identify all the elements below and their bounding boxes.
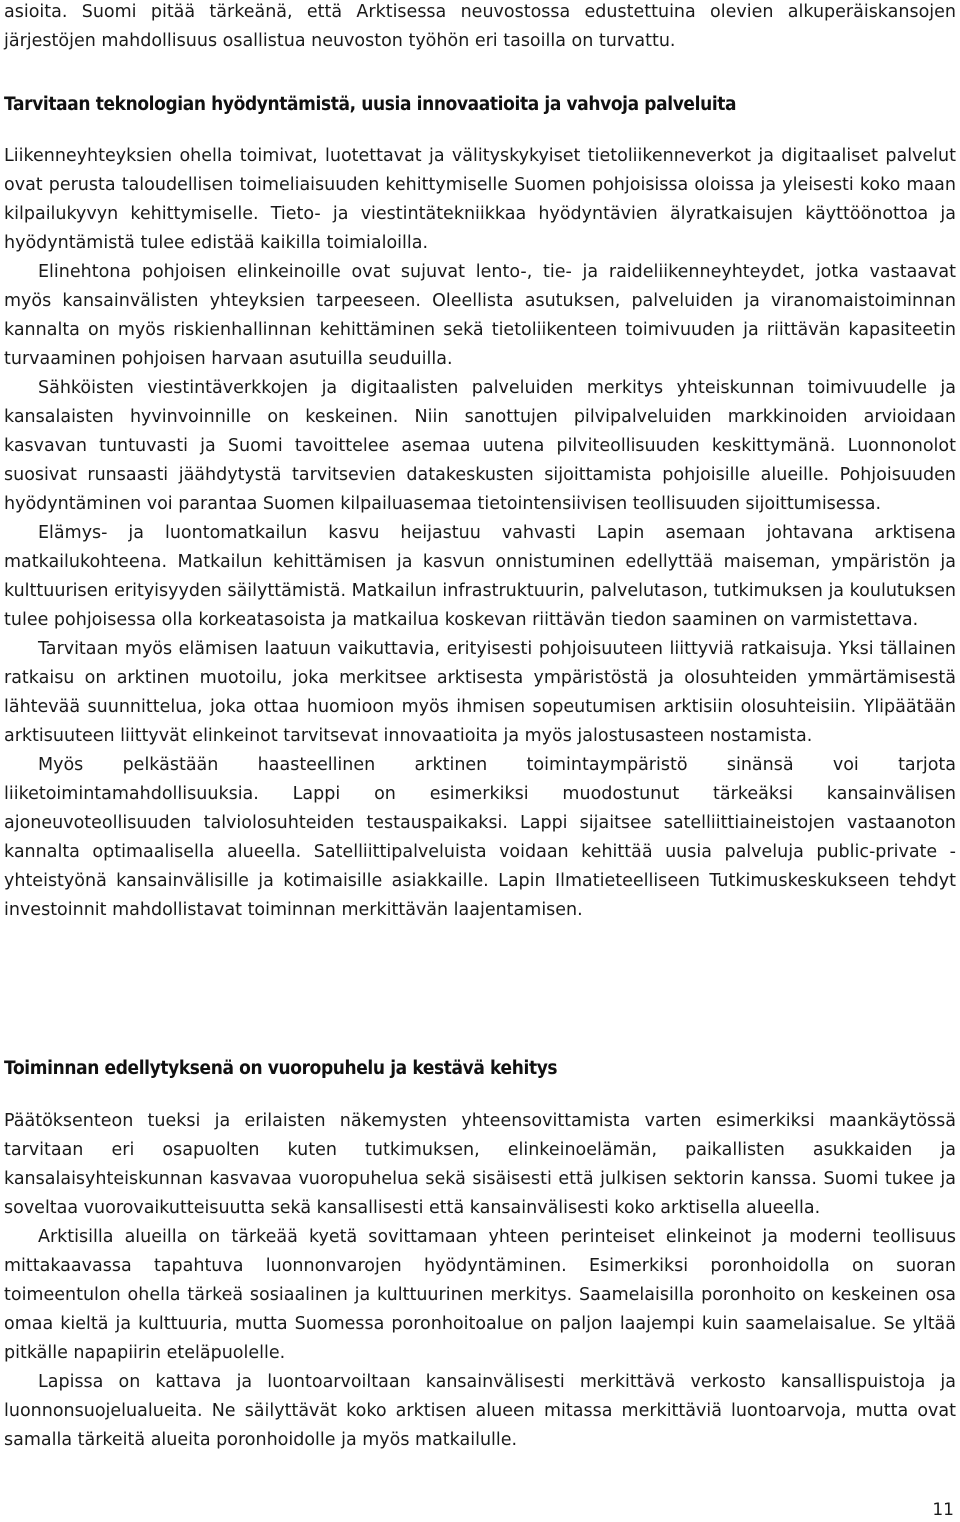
section-2-paragraph: Lapissa on kattava ja luontoarvoiltaan kansainvälisesti merkittävä verkosto kansallispuistoja ja luonnonsuojelualueita. Ne säilyttävät koko arktisen alueen mitassa merkittäviä luontoarvoja, mutta ovat samalla tärkeitä alueita poronhoidolle ja myös matkailulle. <box>4 1372 956 1450</box>
section-1-paragraph: Tarvitaan myös elämisen laatuun vaikuttavia, erityisesti pohjoisuuteen liittyviä ratkaisuja. Yksi tällainen ratkaisu on arktinen muotoilu, joka merkitsee arktisesta ympäristöstä ja olosuhteiden ymmärtämisestä lähtevää suunnittelua, joka ottaa huomioon myös ihmisen sopeutumisen arktisiin olosuhteisiin. Ylipäätään arktisuuteen liittyvät elinkeinot tarvitsevat innovaatioita ja myös jalostusasteen nostamista. <box>4 639 956 746</box>
section-1-paragraph: Myös pelkästään haasteellinen arktinen toimintaympäristö sinänsä voi tarjota liiketoimintamahdollisuuksia. Lappi on esimerkiksi muodostunut tärkeäksi kansainvälisen ajoneuvoteollisuuden talviolosuhteiden testauspaikaksi. Lappi sijaitsee satelliittiaineistojen vastaanoton kannalta optimaalisella alueella. Satelliittipalveluista voidaan kehittää uusia palveluja public-private -yhteistyönä kansainvälisille ja kotimaisille asiakkaille. Lapin Ilmatieteelliseen Tutkimuskeskukseen tehdyt investoinnit mahdollistavat toiminnan merkittävän laajentamisen. <box>4 755 956 920</box>
section-2-paragraph: Päätöksenteon tueksi ja erilaisten näkemysten yhteensovittamista varten esimerkiksi maankäytössä tarvitaan eri osapuolten kuten tutkimuksen, elinkeinoelämän, paikallisten asukkaiden ja kansalaisyhteiskunnan kasvavaa vuoropuhelua sekä sisäisesti että julkisen sektorin kanssa. Suomi tukee ja soveltaa vuorovaikutteisuutta sekä kansallisesti että kansainvälisesti koko arktisella alueella. <box>4 1111 956 1218</box>
section-1-paragraph: Liikenneyhteyksien ohella toimivat, luotettavat ja välityskykyiset tietoliikenneverkot ja digitaaliset palvelut ovat perusta taloudellisen toimeliaisuuden kehittymiselle Suomen pohjoisissa oloissa ja yleisesti koko maan kilpailukyvyn kehittymiselle. Tieto- ja viestintätekniikkaa hyödyntävien älyratkaisujen käyttöönottoa ja hyödyntämistä tulee edistää kaikilla toimialoilla. <box>4 146 956 253</box>
section-2-heading: Toiminnan edellytyksenä on vuoropuhelu ja kestävä kehitys <box>4 1058 558 1079</box>
section-2-paragraph: Arktisilla alueilla on tärkeää kyetä sovittamaan yhteen perinteiset elinkeinot ja moderni teollisuus mittakaavassa tapahtuva luonnonvarojen hyödyntäminen. Esimerkiksi poronhoidolla on suoran toimeentulon ohella tärkeä sosiaalinen ja kulttuurinen merkitys. Saamelaisilla poronhoito on keskeinen osa omaa kieltä ja kulttuuria, mutta Suomessa poronhoitoalue on paljon laajempi kuin saamelaisalue. Se yltää pitkälle napapiirin eteläpuolelle. <box>4 1227 956 1363</box>
section-2-body <box>4 1107 956 1455</box>
section-1-body <box>4 142 956 925</box>
page-number: 11 <box>932 1500 954 1520</box>
intro-paragraph: asioita. Suomi pitää tärkeänä, että Arktisessa neuvostossa edustettuina olevien alkuperäiskansojen järjestöjen mahdollisuus osallistua neuvoston työhön eri tasoilla on turvattu. <box>4 2 956 51</box>
section-1-heading: Tarvitaan teknologian hyödyntämistä, uusia innovaatioita ja vahvoja palveluita <box>4 94 737 115</box>
intro-block <box>4 0 956 56</box>
section-1-paragraph: Elinehtona pohjoisen elinkeinoille ovat sujuvat lento-, tie- ja raideliikenneyhteydet, jotka vastaavat myös kansainvälisten yhteyksien tarpeeseen. Oleellista asutuksen, palveluiden ja viranomaistoiminnan kannalta on myös riskienhallinnan kehittäminen sekä tietoliikenteen toimivuuden ja riittävän kapasiteetin turvaaminen pohjoisen harvaan asutuilla seuduilla. <box>4 262 956 369</box>
section-1-paragraph: Elämys- ja luontomatkailun kasvu heijastuu vahvasti Lapin asemaan johtavana arktisena matkailukohteena. Matkailun kehittämisen ja kasvun onnistuminen edellyttää maiseman, ympäristön ja kulttuurisen erityisyyden säilyttämistä. Matkailun infrastruktuurin, palvelutason, tutkimuksen ja koulutuksen tulee pohjoisessa olla korkeatasoista ja matkailua koskevan riittävän tiedon saaminen on varmistettava. <box>4 523 956 630</box>
section-1-paragraph: Sähköisten viestintäverkkojen ja digitaalisten palveluiden merkitys yhteiskunnan toimivuudelle ja kansalaisten hyvinvoinnille on keskeinen. Niin sanottujen pilvipalveluiden markkinoiden arvioidaan kasvavan tuntuvasti ja Suomi tavoittelee asemaa uutena pilviteollisuuden keskittymänä. Luonnonolot suosivat runsaasti jäähdytystä tarvitsevien datakeskusten sijoittamista pohjoisille alueille. Pohjoisuuden hyödyntäminen voi parantaa Suomen kilpailuasemaa tietointensiivisen teollisuuden sijoittumisessa. <box>4 378 956 514</box>
